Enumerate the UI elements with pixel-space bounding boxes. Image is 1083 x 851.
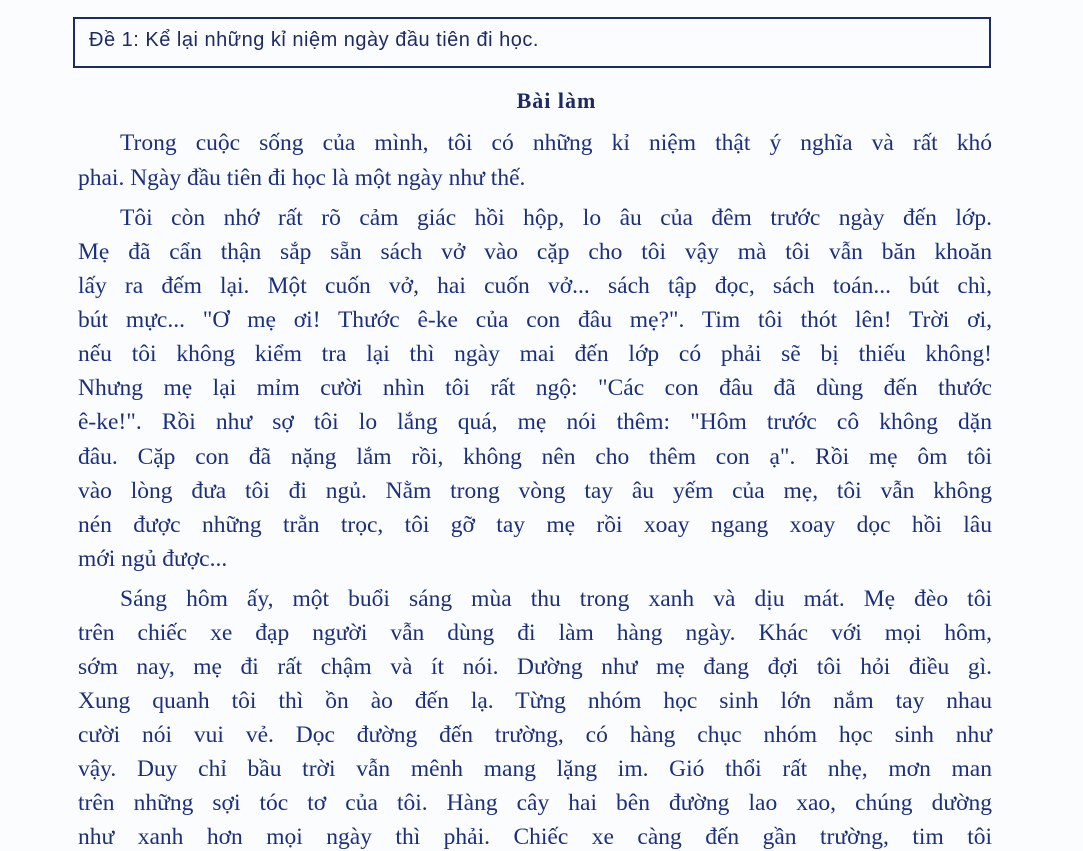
essay-line: sớm nay, mẹ đi rất chậm và ít nói. Dường như mẹ đang đợi tôi hỏi điều gì. (78, 654, 992, 680)
essay-line: nếu tôi không kiểm tra lại thì ngày mai đến lớp có phải sẽ bị thiếu không! (78, 341, 992, 367)
essay-line: cười nói vui vẻ. Dọc đường đến trường, có hàng chục nhóm học sinh như (78, 722, 992, 748)
essay-line: vào lòng đưa tôi đi ngủ. Nằm trong vòng tay âu yếm của mẹ, tôi vẫn không (78, 478, 992, 504)
essay-line: trên chiếc xe đạp người vẫn dùng đi làm hàng ngày. Khác với mọi hôm, (78, 620, 992, 646)
topic-box (73, 17, 991, 68)
essay-line: vậy. Duy chỉ bầu trời vẫn mênh mang lặng im. Gió thổi rất nhẹ, mơn man (78, 756, 992, 782)
topic-title: Đề 1: Kể lại những kỉ niệm ngày đầu tiên đi học. (89, 29, 539, 51)
essay-line: Xung quanh tôi thì ồn ào đến lạ. Từng nhóm học sinh lớn nắm tay nhau (78, 688, 992, 714)
essay-heading: Bài làm (516, 88, 597, 113)
essay-line: nén được những trằn trọc, tôi gỡ tay mẹ rồi xoay ngang xoay dọc hồi lâu (78, 512, 992, 538)
essay-line: phai. Ngày đầu tiên đi học là một ngày như thế. (78, 165, 526, 191)
essay-line: Nhưng mẹ lại mỉm cười nhìn tôi rất ngộ: "Các con đâu đã dùng đến thước (78, 375, 992, 401)
essay-line: đâu. Cặp con đã nặng lắm rồi, không nên cho thêm con ạ". Rồi mẹ ôm tôi (78, 444, 992, 470)
essay-line: Sáng hôm ấy, một buổi sáng mùa thu trong xanh và dịu mát. Mẹ đèo tôi (120, 586, 992, 612)
essay-line: trên những sợi tóc tơ của tôi. Hàng cây hai bên đường lao xao, chúng dường (78, 790, 992, 816)
essay-line: ê-ke!". Rồi như sợ tôi lo lắng quá, mẹ nói thêm: "Hôm trước cô không dặn (78, 409, 992, 435)
essay-line: lấy ra đếm lại. Một cuốn vở, hai cuốn vở... sách tập đọc, sách toán... bút chì, (78, 273, 992, 299)
essay-line: như xanh hơn mọi ngày thì phải. Chiếc xe càng đến gần trường, tim tôi (78, 824, 992, 850)
essay-line: Mẹ đã cẩn thận sắp sẵn sách vở vào cặp cho tôi vậy mà tôi vẫn băn khoăn (78, 239, 992, 265)
essay-line: bút mực... "Ơ mẹ ơi! Thước ê-ke của con đâu mẹ?". Tim tôi thót lên! Trời ơi, (78, 307, 992, 333)
essay-line: Trong cuộc sống của mình, tôi có những kỉ niệm thật ý nghĩa và rất khó (120, 130, 992, 156)
essay-line: Tôi còn nhớ rất rõ cảm giác hồi hộp, lo âu của đêm trước ngày đến lớp. (120, 205, 992, 231)
essay-line: mới ngủ được... (78, 546, 228, 572)
